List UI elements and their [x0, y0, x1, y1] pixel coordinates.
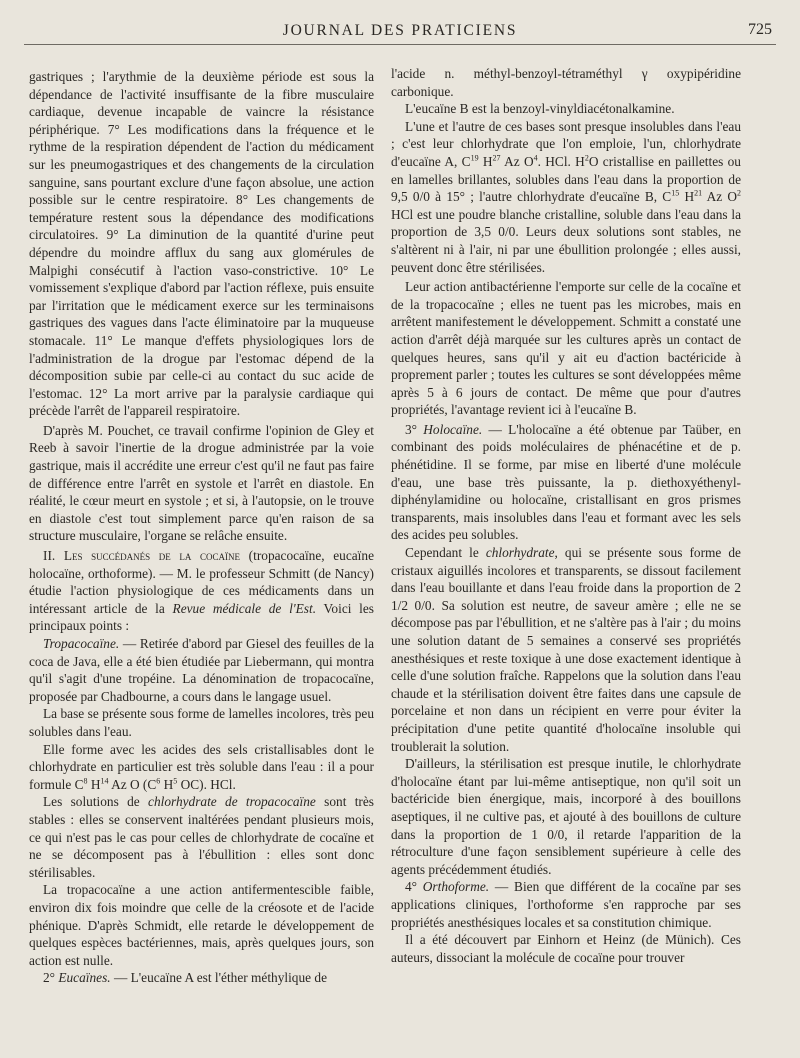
paragraph: [29, 969, 374, 987]
section-heading-paragraph: [29, 547, 374, 635]
formula-sup: 27: [492, 153, 501, 163]
paragraph: [391, 878, 741, 931]
running-header: [24, 18, 776, 45]
term: Eucaïnes.: [58, 970, 111, 986]
formula-sup: 8: [83, 776, 88, 786]
paragraph: [391, 544, 741, 755]
left-column: [29, 68, 374, 987]
paragraph: Leur action antibactérienne l'emporte sur celle de la cocaïne et de la tropacocaïne ; elles ne tuent pas les microbes, mais en arrêtent manifestement le développement. Schmitt a constaté une action d'arrêt déjà marquée sur les cultures après un contact de quelques heures, sans qu'il y ait eu d'action bactéricide à proprement parler ; toutes les cultures se sont développées même après 5 à 6 jours de contact. De même que pour d'autres propriétés, l'avantage revient ici à l'eucaïne B.: [391, 279, 741, 418]
item-number: 3°: [405, 421, 424, 437]
formula-text: HCl est une poudre blanche cristalline, soluble dans l'eau dans la proportion de 3,5 0/0. Leurs deux solutions sont stables, ne s'altèrent ni à l'air, ni par une ébullition prolongée ; elles aussi, peuvent donc être stérilisées.: [391, 206, 741, 275]
term: chlorhydrate de tropacocaïne: [148, 794, 316, 810]
item-number: 4°: [405, 879, 423, 895]
paragraph: La tropacocaïne a une action antifermentescible faible, environ dix fois moindre que celle de la créosote et de l'acide phénique. D'après Schmidt, elle retarde le développement de quelques espèces bactériennes, mais, après quelques jours, son action est nulle.: [29, 882, 374, 968]
formula-text: H: [87, 776, 101, 792]
paragraph: [391, 421, 741, 544]
paragraph: [29, 793, 374, 881]
page-number: 725: [748, 21, 772, 38]
formula-text: Az O (C: [108, 776, 157, 792]
formula-sup: 4: [533, 153, 538, 163]
paragraph: l'acide n. méthyl-benzoyl-tétraméthyl γ oxypipéridine carbonique.: [391, 66, 741, 99]
formula-sup: 19: [470, 153, 479, 163]
journal-reference: Revue médicale de l'Est.: [172, 600, 317, 616]
formula-text: H: [679, 189, 695, 205]
formula-sup: 2: [584, 153, 589, 163]
formula-sup: 2: [736, 188, 741, 198]
term: Tropacocaïne.: [43, 636, 120, 651]
paragraph: Il a été découvert par Einhorn et Heinz (de Münich). Ces auteurs, dissociant la molécule de cocaïne pour trouver: [391, 932, 741, 965]
paragraph-text: L'une et l'autre de ces bases sont presque insolubles dans l'eau ; c'est leur chlorhydrate que l'on emploie, l'un, chlorhydrate d'eucaïne A, C: [391, 118, 741, 169]
formula-text: . HCl. H: [537, 153, 585, 169]
section-heading: Les succédanés de la cocaïne: [63, 548, 241, 564]
paragraph-text: Cependant le: [405, 545, 486, 561]
paragraph: La base se présente sous forme de lamelles incolores, très peu solubles dans l'eau.: [29, 706, 374, 739]
formula-text: Az O: [702, 189, 737, 205]
paragraph: L'eucaïne B est la benzoyl-vinyldiacétonalkamine.: [405, 101, 675, 117]
formula-text: H: [160, 776, 174, 792]
paragraph: D'ailleurs, la stérilisation est presque inutile, le chlorhydrate d'holocaïne étant par lui-même antiseptique, non qu'il soit un bactéricide bien énergique, mais, incorporé à des bouillons aseptiques, il ne cultive pas, et ajouté à des bouillons de culture dans la proportion de 1 0/0, il retarde l'apparition de la rétroculture d'une façon sensiblement supérieure à celle des agents précédemment étudiés.: [391, 756, 741, 877]
formula-sup: 5: [173, 776, 178, 786]
paragraph: [391, 118, 741, 276]
right-column: [391, 65, 741, 966]
paragraph-text: sont très stables : elles se conservent inaltérées pendant plusieurs mois, ce qui n'est pas le cas pour celles de chlorhydrate de cocaïne et ne se décomposent pas à l'ébullition : elles sont donc stérilisables.: [29, 794, 374, 880]
formula-sup: 15: [671, 188, 680, 198]
paragraph-text: — L'holocaïne a été obtenue par Taüber, en combinant des poids moléculaires de phénacétine et de p. phénétidine. Il se forme, par mise en liberté d'une molécule d'eau, une base très puissante, la p. diethoxyéthenyl-diphénylamidine ou holocaïne, cristallisant en gros prismes transparents, mais insolubles dans l'eau et formant avec les sels des acides peu solubles.: [391, 421, 741, 543]
paragraph-text: (tropacocaïne, eucaïne holocaïne, orthoforme). — M. le professeur Schmitt (de Nancy) étudie l'action physiologique de ces médicaments dans un intéressant article de la: [29, 548, 374, 616]
paragraph-text: — Bien que différent de la cocaïne par ses applications cliniques, l'orthoforme s'en rapproche par ses propriétés anesthésiques locales et sa constitution chimique.: [391, 879, 741, 930]
paragraph: [29, 741, 374, 794]
formula-text: Az O: [500, 153, 534, 169]
formula-text: OC). HCl.: [177, 776, 236, 792]
formula-sup: 21: [694, 188, 703, 198]
term: Orthoforme.: [422, 879, 490, 895]
formula-sup: 14: [100, 776, 109, 786]
paragraph-text: — L'eucaïne A est l'éther méthylique de: [110, 970, 327, 986]
paragraph-text: Elle forme avec les acides des sels cristallisables dont le chlorhydrate en particulier est très soluble dans l'eau : il a pour formule C: [29, 741, 374, 792]
formula-text: O cristallise en paillettes ou en lamelles brillantes, solubles dans l'eau dans la proportion de 9,5 0/0 à 15° ; l'autre chlorhydrate d'eucaïne B, C: [391, 153, 741, 205]
term: chlorhydrate: [485, 545, 555, 561]
paragraph: D'après M. Pouchet, ce travail confirme l'opinion de Gley et Reeb à savoir l'inertie de la drogue administrée par la voie gastrique, mais il accrédite une erreur c'est qu'il ne faut pas faire de différence entre l'arrêt en systole et l'arrêt en diastole. En réalité, le cœur meurt en systole ; et si, à l'autopsie, on le trouve en diastole c'est tout simplement parce qu'en raison de sa structure musculaire, l'organe se relâche ensuite.: [29, 422, 374, 544]
paragraph: gastriques ; l'arythmie de la deuxième période est sous la dépendance de l'activité insuffisante de la fibre musculaire cardiaque, devenue incapable de vaincre la résistance périphérique. 7° Les modifications dans la fréquence et le rythme de la respiration dépendent de l'action du médicament sur les pneumogastriques et des changements de la circulation sanguine, sans pourtant exclure d'une façon absolue, une action possible sur le centre respiratoire. 8° Les changements de température restent sous la dépendance des modifications circulatoires. 9° La diminution de la quantité d'urine peut dépendre du moindre afflux du sang aux glomérules de Malpighi consécutif à l'action vaso-constrictive. 10° Le vomissement s'explique d'abord par l'action réflexe, puis ensuite par l'irritation que le médicament exerce sur les terminaisons gastriques des vagues dans l'acte éliminatoire par la muqueuse stomacale. 11° Le manque d'effets physiologiques lors de l'administration de la drogue par l'estomac dépend de la décomposition subie par celle-ci au contact du suc acide de l'estomac. 12° La mort arrive par la paralysie cardiaque qui précède l'arrêt de l'appareil respiratoire.: [29, 69, 374, 419]
formula-text: H: [478, 153, 493, 169]
journal-title: JOURNAL DES PRATICIENS: [282, 22, 518, 39]
term: Holocaïne.: [423, 421, 483, 437]
formula-sup: 6: [156, 776, 161, 786]
paragraph-text: Les solutions de: [43, 794, 149, 810]
item-number: 2°: [43, 970, 59, 986]
paragraph-text: , qui se présente sous forme de cristaux aiguillés incolores et transparents, se dissout facilement dans l'eau bouillante et dans l'eau froide dans la proportion de 2 1/2 0/0. Sa solution est neutre, de saveur amère ; elle ne se décompose pas par l'ébullition, et ne s'altère pas à l'air ; du moins une solution datant de 5 semaines a conservé ses propriétés anesthésiques et reste toxique à une dose exactement identique à celle d'une solution fraîche. Rappelons que la solution dans l'eau chaude et la stérilisation doivent être faites dans une capsule de porcelaine et non dans un récipient en verre pour éviter la précipitation d'une petite quantité d'holocaïne insoluble qui troublerait la solution.: [391, 545, 741, 754]
paragraph-text: Voici les principaux points :: [29, 600, 374, 634]
paragraph: [29, 635, 374, 705]
section-number: II.: [43, 548, 64, 564]
paragraph-text: — Retirée d'abord par Giesel des feuilles de la coca de Java, elle a été bien étudiée par Liebermann, qui montra qu'il s'agit d'une tropéine. La dénomination de tropacocaïne, proposée par Chadbourne, a cours dans le langage usuel.: [29, 636, 374, 704]
